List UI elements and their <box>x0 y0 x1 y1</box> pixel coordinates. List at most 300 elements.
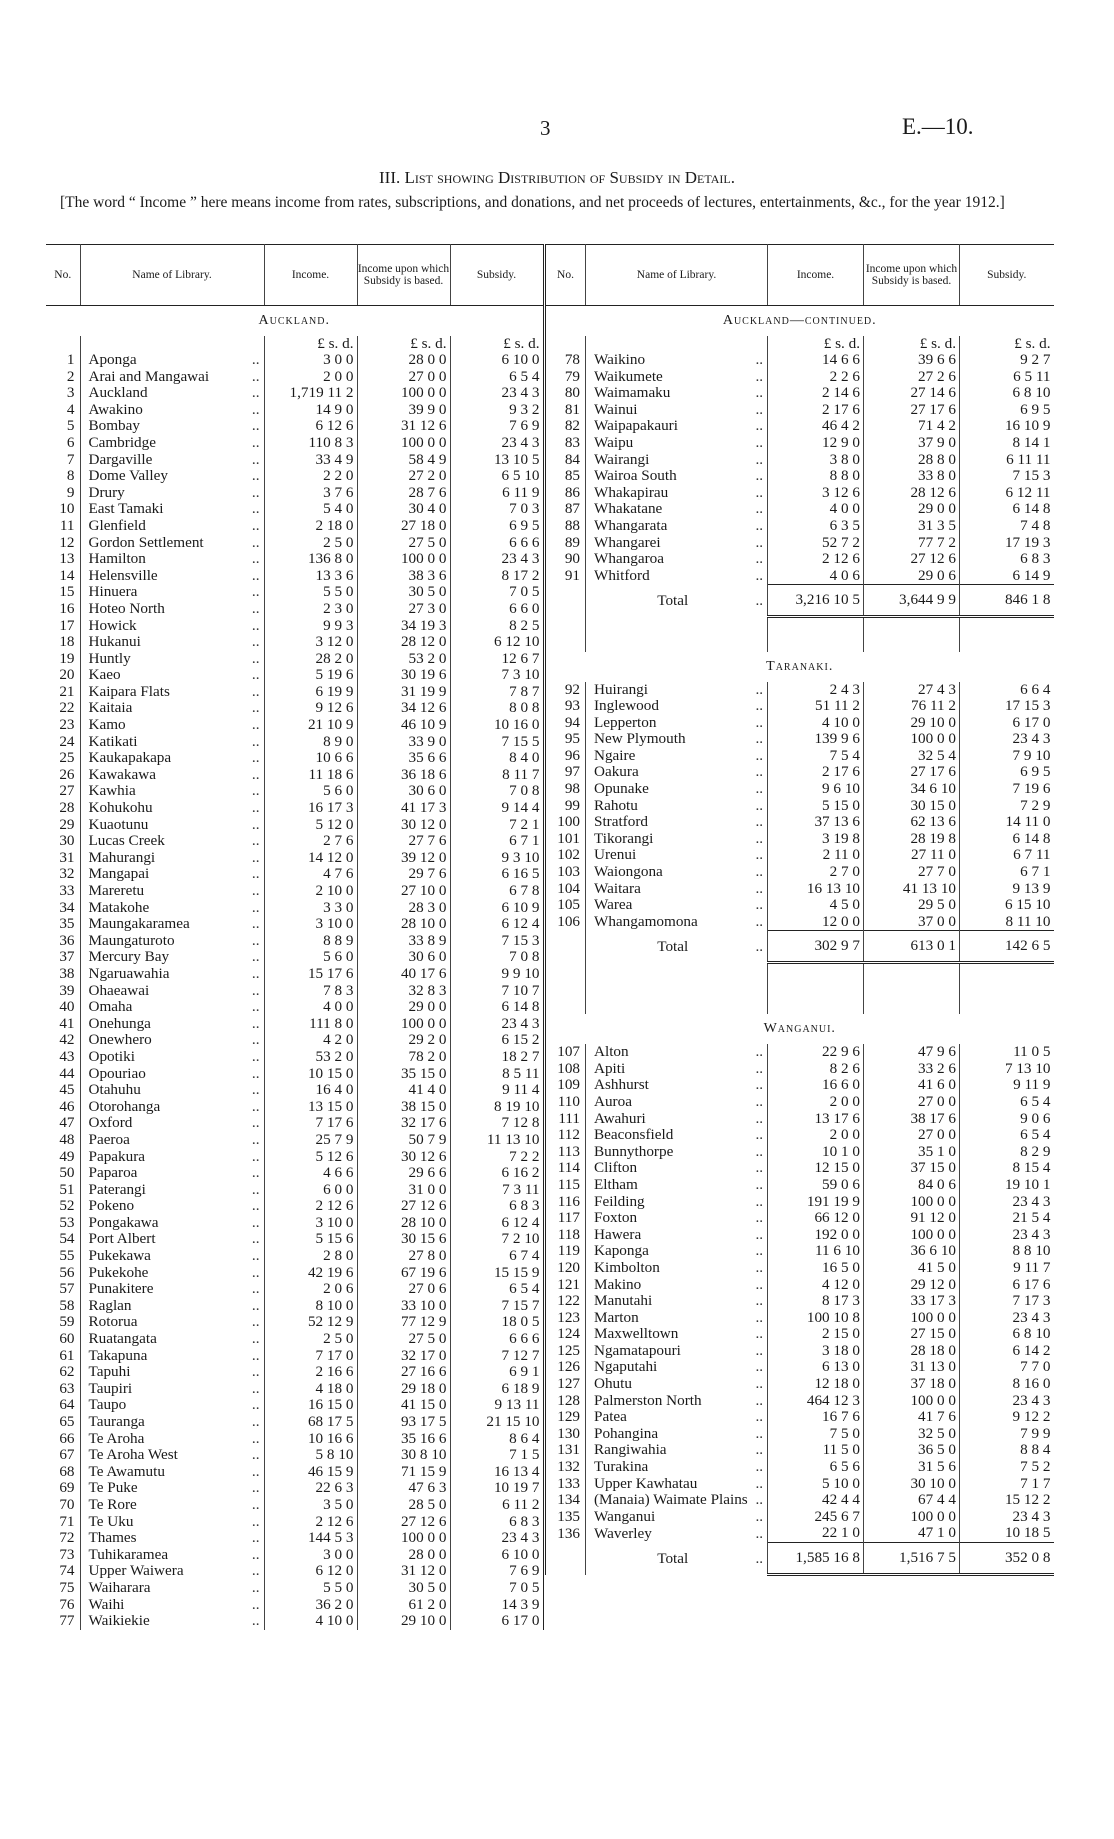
leader-dots: .. <box>251 1579 260 1596</box>
leader-dots: .. <box>251 1364 260 1381</box>
subsidy-value: 6 6 4 <box>960 682 1054 699</box>
spacer-cell <box>586 617 754 635</box>
leader-dots: .. <box>251 385 260 402</box>
income-value: 9 12 6 <box>264 700 357 717</box>
units-row <box>546 336 1054 352</box>
library-name: Paparoa <box>80 1165 246 1182</box>
library-name: Bombay <box>80 418 246 435</box>
section-heading: Taranaki. <box>546 652 1054 682</box>
library-name: Cambridge <box>80 435 246 452</box>
subsidy-value: 8 11 10 <box>960 914 1054 931</box>
leader-dots: .. <box>251 965 260 982</box>
leader-dots: .. <box>251 999 260 1016</box>
subsidy-value: 6 8 10 <box>960 1326 1054 1343</box>
income-upon-value: 27 2 0 <box>357 468 450 485</box>
spacer-row <box>546 981 1054 998</box>
leader-dots: .. <box>755 747 764 764</box>
leader-dots: .. <box>755 764 764 781</box>
row-number: 75 <box>59 1579 75 1596</box>
library-name: Beaconsfield <box>586 1127 754 1144</box>
spacer-cell <box>864 617 960 635</box>
table-row <box>546 568 1054 585</box>
library-name: Maxwelltown <box>586 1326 754 1343</box>
table-row <box>546 501 1054 518</box>
income-value: 245 6 7 <box>768 1509 864 1526</box>
income-upon-value: 29 10 0 <box>864 715 960 732</box>
spacer-cell <box>754 981 768 998</box>
leader-dots: .. <box>755 1549 764 1567</box>
subsidy-value: 6 16 2 <box>450 1165 543 1182</box>
row-number: 120 <box>546 1260 586 1277</box>
leader-dots: .. <box>251 766 260 783</box>
income-value: 2 10 0 <box>264 883 357 900</box>
units-blank <box>246 336 264 352</box>
table-row <box>546 1459 1054 1476</box>
income-upon-value: 100 0 0 <box>864 1509 960 1526</box>
leader-dots: .. <box>251 1380 260 1397</box>
row-number: 83 <box>546 435 586 452</box>
spacer-cell <box>960 635 1054 652</box>
leader-dots: .. <box>755 517 764 534</box>
income-value: 12 9 0 <box>768 435 864 452</box>
leader-dots: .. <box>755 434 764 451</box>
row-number: 5 <box>66 418 75 435</box>
income-value: 4 2 0 <box>264 1032 357 1049</box>
subsidy-value: 23 4 3 <box>450 385 543 402</box>
subsidy-value: 7 5 2 <box>960 1459 1054 1476</box>
income-upon-value: 41 5 0 <box>864 1260 960 1277</box>
subsidy-value: 7 15 7 <box>450 1298 543 1315</box>
subsidy-value: 6 8 3 <box>960 551 1054 568</box>
library-name: Eltham <box>586 1177 754 1194</box>
income-value: 2 4 3 <box>768 682 864 699</box>
library-name: Opotiki <box>80 1049 246 1066</box>
subsidy-value: 7 6 9 <box>450 1563 543 1580</box>
leader-dots: .. <box>251 1231 260 1248</box>
table-row <box>46 1215 543 1232</box>
table-header-row <box>546 245 1054 306</box>
row-number: 49 <box>59 1148 75 1165</box>
income-value: 2 0 6 <box>264 1281 357 1298</box>
row-number: 117 <box>546 1210 586 1227</box>
subsidy-value: 7 1 5 <box>450 1447 543 1464</box>
row-number: 62 <box>59 1364 75 1381</box>
income-value: 14 6 6 <box>768 352 864 369</box>
library-name: East Tamaki <box>80 501 246 518</box>
leader-dots: .. <box>755 1475 764 1492</box>
table-row <box>546 798 1054 815</box>
subsidy-value: 7 3 10 <box>450 667 543 684</box>
library-name: Kohukohu <box>80 800 246 817</box>
units-label: £ s. d. <box>960 336 1054 352</box>
income-value: 2 11 0 <box>768 847 864 864</box>
table-row <box>46 850 543 867</box>
income-upon-value: 30 15 0 <box>864 798 960 815</box>
library-name: Drury <box>80 485 246 502</box>
income-value: 8 17 3 <box>768 1293 864 1310</box>
income-value: 10 1 0 <box>768 1144 864 1161</box>
subsidy-value: 6 12 4 <box>450 916 543 933</box>
row-number: 113 <box>546 1144 586 1161</box>
income-upon-value: 37 0 0 <box>864 914 960 931</box>
table-row <box>46 1082 543 1099</box>
income-upon-value: 30 8 10 <box>357 1447 450 1464</box>
subsidy-value: 8 0 8 <box>450 700 543 717</box>
income-upon-value: 41 13 10 <box>864 881 960 898</box>
subsidy-value: 6 12 10 <box>450 634 543 651</box>
income-value: 2 3 0 <box>264 601 357 618</box>
leader-dots: .. <box>251 617 260 634</box>
leader-dots: .. <box>755 1176 764 1193</box>
income-upon-value: 36 5 0 <box>864 1442 960 1459</box>
library-name: Oxford <box>80 1115 246 1132</box>
table-row <box>546 369 1054 386</box>
income-upon-value: 46 10 9 <box>357 717 450 734</box>
library-name: Ashhurst <box>586 1077 754 1094</box>
income-upon-value: 31 5 6 <box>864 1459 960 1476</box>
library-name: Punakitere <box>80 1281 246 1298</box>
income-upon-value: 38 3 6 <box>357 568 450 585</box>
subsidy-value: 23 4 3 <box>960 1393 1054 1410</box>
leader-dots: .. <box>251 418 260 435</box>
library-name: Kaponga <box>586 1243 754 1260</box>
income-value: 4 0 6 <box>768 568 864 585</box>
leader-dots: .. <box>251 484 260 501</box>
leader-dots: .. <box>755 1459 764 1476</box>
subsidy-value: 19 10 1 <box>960 1177 1054 1194</box>
subsidy-value: 7 17 3 <box>960 1293 1054 1310</box>
row-number: 59 <box>59 1314 75 1331</box>
row-number: 31 <box>59 849 75 866</box>
table-row <box>46 651 543 668</box>
income-value: 7 5 0 <box>768 1426 864 1443</box>
units-label: £ s. d. <box>768 336 864 352</box>
library-name: Waikino <box>586 352 754 369</box>
table-row <box>46 1597 543 1614</box>
income-upon-value: 100 0 0 <box>864 731 960 748</box>
row-number: 90 <box>546 551 586 568</box>
col-subsidy: Subsidy. <box>960 245 1054 306</box>
table-row <box>46 1464 543 1481</box>
subsidy-value: 6 5 4 <box>450 369 543 386</box>
leader-dots: .. <box>251 1082 260 1099</box>
row-number: 125 <box>546 1343 586 1360</box>
library-name: Upper Waiwera <box>80 1563 246 1580</box>
leader-dots: .. <box>755 1392 764 1409</box>
table-row <box>46 1016 543 1033</box>
table-row <box>46 452 543 469</box>
table-row <box>546 402 1054 419</box>
leader-dots: .. <box>251 401 260 418</box>
subsidy-value: 23 4 3 <box>960 1227 1054 1244</box>
row-number: 54 <box>59 1231 75 1248</box>
leader-dots: .. <box>755 731 764 748</box>
income-value: 8 8 0 <box>768 468 864 485</box>
row-number: 73 <box>59 1546 75 1563</box>
row-number: 15 <box>59 584 75 601</box>
subsidy-value: 6 7 11 <box>960 847 1054 864</box>
library-name: Waipapakauri <box>586 418 754 435</box>
spacer-cell <box>864 963 960 981</box>
income-value: 3 0 0 <box>264 352 357 369</box>
library-name: Inglewood <box>586 698 754 715</box>
income-value: 2 0 0 <box>768 1127 864 1144</box>
leader-dots: .. <box>755 501 764 518</box>
subsidy-value: 9 11 4 <box>450 1082 543 1099</box>
subsidy-value: 17 15 3 <box>960 698 1054 715</box>
leader-dots: .. <box>251 1165 260 1182</box>
income-value: 2 17 6 <box>768 764 864 781</box>
subsidy-value: 6 10 0 <box>450 352 543 369</box>
page-number: 3 <box>540 116 551 140</box>
income-upon-value: 27 17 6 <box>864 764 960 781</box>
income-upon-value: 27 10 0 <box>357 883 450 900</box>
section-heading: Wanganui. <box>546 1014 1054 1044</box>
income-upon-value: 29 0 6 <box>864 568 960 585</box>
row-number: 12 <box>59 534 75 551</box>
table-row <box>46 1514 543 1531</box>
table-row <box>46 518 543 535</box>
table-row <box>46 535 543 552</box>
row-number: 46 <box>59 1098 75 1115</box>
income-upon-value: 27 4 3 <box>864 682 960 699</box>
income-value: 5 12 6 <box>264 1149 357 1166</box>
income-upon-value: 27 17 6 <box>864 402 960 419</box>
leader-dots: .. <box>755 714 764 731</box>
table-row <box>546 1442 1054 1459</box>
row-number: 116 <box>546 1194 586 1211</box>
leader-dots: .. <box>251 899 260 916</box>
library-name: Dargaville <box>80 452 246 469</box>
income-value: 4 10 0 <box>264 1613 357 1630</box>
leader-dots: .. <box>251 1214 260 1231</box>
library-name: Clifton <box>586 1160 754 1177</box>
library-name: Warea <box>586 897 754 914</box>
income-upon-value: 28 0 0 <box>357 1547 450 1564</box>
income-value: 15 17 6 <box>264 966 357 983</box>
subsidy-value: 6 9 1 <box>450 1364 543 1381</box>
library-name: Manutahi <box>586 1293 754 1310</box>
table-row <box>546 1177 1054 1194</box>
subsidy-value: 8 17 2 <box>450 568 543 585</box>
table-row <box>46 883 543 900</box>
spacer-cell <box>546 617 586 635</box>
section-heading: Auckland. <box>46 306 543 337</box>
subsidy-value: 15 12 2 <box>960 1492 1054 1509</box>
income-value: 3 12 0 <box>264 634 357 651</box>
row-number: 56 <box>59 1264 75 1281</box>
income-value: 6 0 0 <box>264 1182 357 1199</box>
income-upon-value: 100 0 0 <box>864 1194 960 1211</box>
income-value: 51 11 2 <box>768 698 864 715</box>
row-number: 16 <box>59 600 75 617</box>
table-row <box>46 1348 543 1365</box>
col-name: Name of Library. <box>586 245 768 306</box>
leader-dots: .. <box>251 849 260 866</box>
table-row <box>546 1194 1054 1211</box>
income-upon-value: 41 4 0 <box>357 1082 450 1099</box>
row-number: 68 <box>59 1463 75 1480</box>
table-row <box>46 866 543 883</box>
income-value: 4 6 6 <box>264 1165 357 1182</box>
income-value: 5 6 0 <box>264 783 357 800</box>
income-value: 2 5 0 <box>264 535 357 552</box>
income-value: 4 18 0 <box>264 1381 357 1398</box>
subsidy-value: 7 2 2 <box>450 1149 543 1166</box>
table-row <box>546 682 1054 699</box>
total-income: 3,216 10 5 <box>768 585 864 617</box>
income-value: 2 14 6 <box>768 385 864 402</box>
income-upon-value: 30 6 0 <box>357 949 450 966</box>
leader-dots: .. <box>251 1546 260 1563</box>
income-value: 53 2 0 <box>264 1049 357 1066</box>
subsidy-value: 16 13 4 <box>450 1464 543 1481</box>
leader-dots: .. <box>251 1181 260 1198</box>
income-value: 13 17 6 <box>768 1111 864 1128</box>
library-name: Raglan <box>80 1298 246 1315</box>
library-name: Waikumete <box>586 369 754 386</box>
library-name: Patea <box>586 1409 754 1426</box>
row-number: 65 <box>59 1414 75 1430</box>
income-value: 5 15 6 <box>264 1231 357 1248</box>
leader-dots: .. <box>251 501 260 518</box>
subsidy-value: 7 4 8 <box>960 518 1054 535</box>
income-upon-value: 30 15 6 <box>357 1231 450 1248</box>
income-upon-value: 33 17 3 <box>864 1293 960 1310</box>
income-value: 191 19 9 <box>768 1194 864 1211</box>
income-upon-value: 31 3 5 <box>864 518 960 535</box>
subsidy-value: 7 10 7 <box>450 983 543 1000</box>
income-upon-value: 40 17 6 <box>357 966 450 983</box>
leader-dots: .. <box>755 1276 764 1293</box>
subsidy-value: 8 4 0 <box>450 750 543 767</box>
subsidy-value: 7 0 8 <box>450 949 543 966</box>
income-value: 2 17 6 <box>768 402 864 419</box>
leader-dots: .. <box>251 1347 260 1364</box>
subsidy-value: 6 10 9 <box>450 900 543 917</box>
library-name: Papakura <box>80 1149 246 1166</box>
library-name: Foxton <box>586 1210 754 1227</box>
income-upon-value: 29 0 0 <box>864 501 960 518</box>
spacer-cell <box>754 963 768 981</box>
library-name: Whangarata <box>586 518 754 535</box>
leader-dots: .. <box>251 883 260 899</box>
table-row <box>46 717 543 734</box>
library-name: Ngaruawahia <box>80 966 246 983</box>
table-row <box>46 1032 543 1049</box>
table-row <box>546 385 1054 402</box>
subsidy-value: 14 3 9 <box>450 1597 543 1614</box>
subsidy-value: 6 7 8 <box>450 883 543 900</box>
units-label: £ s. d. <box>864 336 960 352</box>
leader-dots: .. <box>251 1563 260 1580</box>
leader-dots: .. <box>251 833 260 850</box>
income-value: 5 12 0 <box>264 817 357 834</box>
income-upon-value: 37 15 0 <box>864 1160 960 1177</box>
income-upon-value: 36 18 6 <box>357 767 450 784</box>
leader-dots: .. <box>251 600 260 617</box>
leader-dots: .. <box>251 1048 260 1065</box>
library-name: Kawhia <box>80 783 246 800</box>
table-row <box>546 748 1054 765</box>
library-name: Maungakaramea <box>80 916 246 933</box>
income-value: 5 19 6 <box>264 667 357 684</box>
income-upon-value: 27 5 0 <box>357 1331 450 1348</box>
row-number: 97 <box>546 764 586 781</box>
income-upon-value: 77 12 9 <box>357 1314 450 1331</box>
income-upon-value: 71 4 2 <box>864 418 960 435</box>
library-name: Kimbolton <box>586 1260 754 1277</box>
leader-dots: .. <box>755 1342 764 1359</box>
income-value: 8 9 0 <box>264 734 357 751</box>
subsidy-value: 7 12 7 <box>450 1348 543 1365</box>
row-number: 82 <box>546 418 586 435</box>
income-upon-value: 29 7 6 <box>357 866 450 883</box>
subsidy-value: 6 14 8 <box>450 999 543 1016</box>
row-number: 136 <box>546 1525 586 1542</box>
library-name: Kamo <box>80 717 246 734</box>
row-number: 25 <box>59 750 75 767</box>
right-table-body <box>546 306 1054 1575</box>
table-row <box>46 1480 543 1497</box>
row-number: 22 <box>59 700 75 717</box>
income-value: 2 16 6 <box>264 1364 357 1381</box>
table-row <box>46 369 543 386</box>
units-blank <box>80 336 246 352</box>
subsidy-value: 23 4 3 <box>960 731 1054 748</box>
row-number: 43 <box>59 1048 75 1065</box>
library-name: Onewhero <box>80 1032 246 1049</box>
income-upon-value: 100 0 0 <box>357 1016 450 1033</box>
total-blank <box>546 931 586 963</box>
table-row <box>546 864 1054 881</box>
income-upon-value: 53 2 0 <box>357 651 450 668</box>
income-upon-value: 31 12 6 <box>357 418 450 435</box>
row-number: 8 <box>66 468 75 485</box>
library-name: Huirangi <box>586 682 754 699</box>
library-name: Mercury Bay <box>80 949 246 966</box>
subsidy-value: 9 12 2 <box>960 1409 1054 1426</box>
row-number: 14 <box>59 567 75 584</box>
leader-dots: .. <box>755 534 764 551</box>
income-upon-value: 30 19 6 <box>357 667 450 684</box>
leader-dots: .. <box>251 352 260 368</box>
row-number: 122 <box>546 1293 586 1310</box>
leader-dots: .. <box>755 1425 764 1442</box>
leader-dots: .. <box>251 1281 260 1298</box>
income-upon-value: 27 14 6 <box>864 385 960 402</box>
leader-dots: .. <box>755 1326 764 1343</box>
leader-dots: .. <box>251 733 260 750</box>
income-value: 3 12 6 <box>768 485 864 502</box>
leader-dots: .. <box>251 650 260 667</box>
income-upon-value: 35 6 6 <box>357 750 450 767</box>
library-name: Ngaire <box>586 748 754 765</box>
table-row <box>46 1132 543 1149</box>
subsidy-value: 6 15 10 <box>960 897 1054 914</box>
col-income: Income. <box>264 245 357 306</box>
table-row <box>546 1144 1054 1161</box>
income-upon-value: 47 6 3 <box>357 1480 450 1497</box>
library-name: Kaukapakapa <box>80 750 246 767</box>
subsidy-value: 9 14 4 <box>450 800 543 817</box>
row-number: 134 <box>546 1492 586 1509</box>
leader-dots: .. <box>251 783 260 800</box>
table-row <box>46 817 543 834</box>
subsidy-value: 7 8 7 <box>450 684 543 701</box>
spacer-cell <box>546 635 586 652</box>
table-row <box>46 750 543 767</box>
